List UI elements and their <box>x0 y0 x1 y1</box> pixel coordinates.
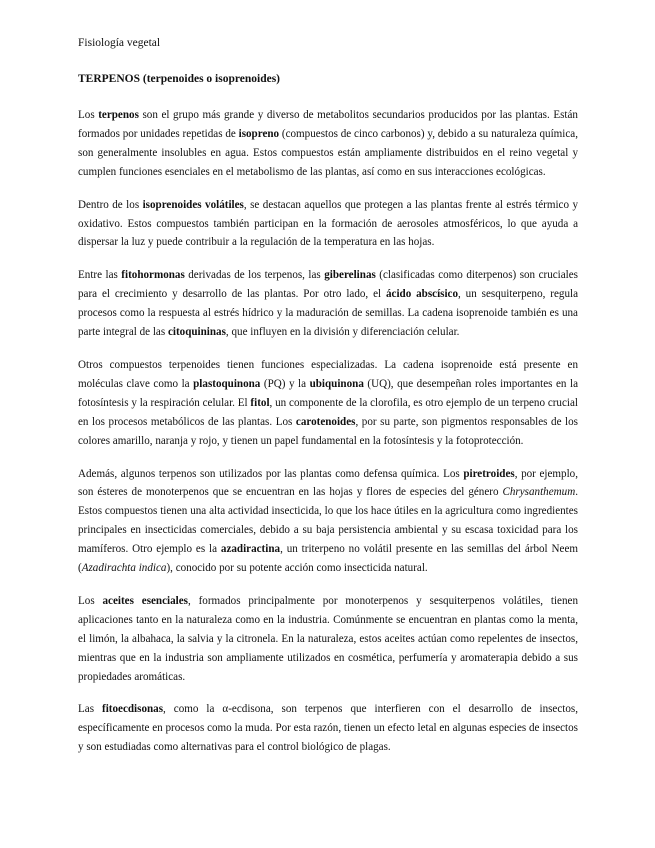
bold-term: aceites esenciales <box>102 594 188 607</box>
bold-term: plastoquinona <box>193 377 261 390</box>
text-run: Además, algunos terpenos son utilizados por las plantas como defensa química. Los <box>78 467 464 480</box>
text-run: , que influyen en la división y diferenciación celular. <box>225 326 460 339</box>
text-run: , por ejemplo, son ésteres de monoterpenos que se encuentran en las hojas y flores de especies del género <box>78 467 578 499</box>
text-run: ), conocido por su potente acción como insecticida natural. <box>166 562 428 575</box>
page-header: Fisiología vegetal <box>78 37 161 49</box>
bold-term: ácido abscísico <box>385 288 459 301</box>
text-run: , un componente de la clorofila, es otro ejemplo de un terpeno crucial en los procesos metabólicos de las plantas. Los <box>78 396 578 428</box>
text-run: (UQ), que desempeñan roles importantes en la fotosíntesis y la respiración celular. El <box>78 377 579 409</box>
body-paragraph <box>78 356 578 451</box>
text-run: Los <box>78 109 99 121</box>
bold-term: isopreno <box>238 127 280 140</box>
section-title: TERPENOS (terpenoides o isoprenoides) <box>78 73 281 85</box>
bold-term: ubiquinona <box>309 377 364 390</box>
bold-term: piretroides <box>463 467 515 480</box>
document-page <box>78 36 578 771</box>
text-run: son el grupo más grande y diverso de metabolitos secundarios producidos por las plantas. Están formados por unidades repetidas de <box>78 109 578 140</box>
text-run: , un triterpeno no volátil presente en las semillas del árbol Neem ( <box>78 543 579 575</box>
text-run: (clasificadas como diterpenos) son cruciales para el crecimiento y desarrollo de las plantas. Por otro lado, el <box>78 269 578 301</box>
text-run: , se destacan aquellos que protegen a las plantas frente al estrés térmico y oxidativo. Estos compuestos también participan en la formación de aerosoles atmosféricos, lo que ayuda a dispersar la luz y puede contribuir a la regulación de la temperatura en las hojas. <box>78 198 579 249</box>
body-paragraph <box>78 106 578 182</box>
text-run: , formados principalmente por monoterpenos y sesquiterpenos volátiles, tienen aplicaciones tanto en la naturaleza como en la industria. Comúnmente se encuentran en plantas como la menta, el limón, la albahaca, la salvia y la citronela. En la naturaleza, estos aceites actúan como repelentes de insectos, mientras que en la industria son ampliamente utilizados en cosmética, perfumería y aromaterapia debido a sus propiedades aromáticas. <box>78 594 578 683</box>
body-paragraph <box>78 592 578 687</box>
text-run: , un sesquiterpeno, regula procesos como la respuesta al estrés hídrico y la maduración de semillas. La cadena isoprenoide también es una parte integral de las <box>78 288 578 339</box>
bold-term: fitol <box>250 396 270 409</box>
text-run: Las <box>78 703 103 716</box>
text-run: (PQ) y la <box>260 377 310 390</box>
body-paragraph <box>78 266 578 342</box>
bold-term: giberelinas <box>324 269 376 282</box>
text-run: . Estos compuestos tienen una alta actividad insecticida, lo que los hace útiles en la agricultura como ingredientes principales en insecticidas comerciales, debido a su baja persistencia ambiental y su escasa toxicidad para los mamíferos. Otro ejemplo es la <box>78 486 578 556</box>
bold-term: citoquininas <box>167 326 226 339</box>
italic-term: Azadirachta indica <box>81 562 167 575</box>
body-paragraph <box>78 465 578 578</box>
bold-term: fitohormonas <box>121 269 185 282</box>
text-run: derivadas de los terpenos, las <box>184 269 325 282</box>
bold-term: isoprenoides volátiles <box>142 198 244 211</box>
document-body <box>78 106 578 757</box>
text-run: Entre las <box>78 269 122 282</box>
body-paragraph <box>78 700 578 757</box>
text-run: Otros compuestos terpenoides tienen funciones especializadas. La cadena isoprenoide está presente en moléculas clave como la <box>78 358 578 390</box>
bold-term: fitoecdisonas <box>102 703 164 716</box>
italic-term: Chrysanthemum <box>502 486 576 499</box>
text-run: , por su parte, son pigmentos responsables de los colores amarillo, naranja y rojo, y tienen un papel fundamental en la fotosíntesis y la fotoprotección. <box>78 415 578 447</box>
bold-term: terpenos <box>98 109 139 121</box>
bold-term: carotenoides <box>295 415 356 428</box>
bold-term: azadiractina <box>220 543 281 556</box>
text-run: Dentro de los <box>78 198 143 211</box>
text-run: Los <box>78 594 103 607</box>
text-run: , como la α-ecdisona, son terpenos que interfieren con el desarrollo de insectos, específicamente en procesos como la muda. Por esta razón, tienen un efecto letal en algunas especies de insectos y son estudiadas como alternativas para el control biológico de plagas. <box>78 703 579 754</box>
body-paragraph <box>78 196 578 253</box>
text-run: (compuestos de cinco carbonos) y, debido a su naturaleza química, son generalmente insolubles en agua. Estos compuestos están ampliamente distribuidos en el reino vegetal y cumplen funciones esenciales en el metabolismo de las plantas, así como en sus interacciones ecológicas. <box>78 127 578 178</box>
